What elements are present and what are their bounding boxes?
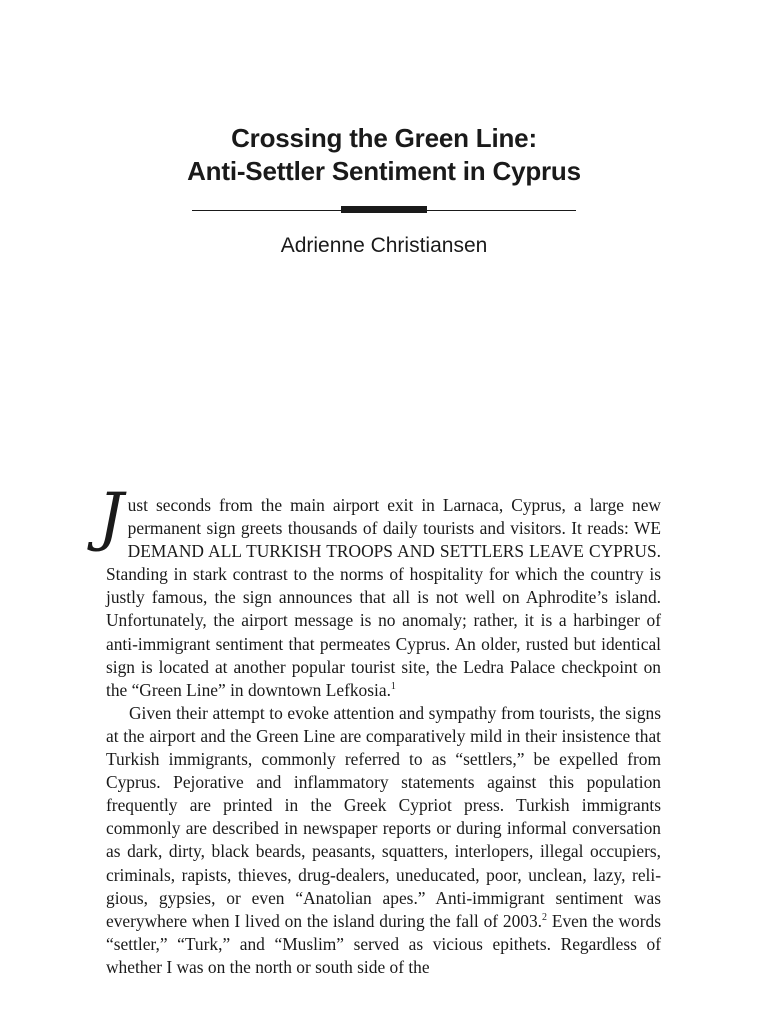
author-name: Adrienne Christiansen	[280, 234, 488, 257]
title-divider-bar	[341, 206, 427, 213]
paragraph-2-text: Given their attempt to evoke attention and sympathy from tourists, the signs at the airport and the Green Line are comparatively mild in their insistence that Turkish immigrants, commonly referred to as “settlers,” be expelled from Cyprus. Pejorative and inflammatory statements against this population frequently are printed in the Greek Cypriot press. Turkish immigrants commonly are described in newspaper reports or during informal conversation as dark, dirty, black beards, peasants, squatters, interlopers, illegal occupiers, criminals, rapists, thieves, drug-dealers, uneducated, poor, unclean, lazy, religious, gypsies, or even “Anatolian apes.” Anti-immigrant sentiment was everywhere when I lived on the island during the fall of 2003.	[106, 702, 661, 931]
title-line-2: Anti-Settler Sentiment in Cyprus	[187, 156, 581, 186]
footnote-marker-2: 2	[542, 911, 548, 923]
paragraph-1-text: ust seconds from the main airport exit in Larnaca, Cyprus, a large new permanent sign greets thousands of daily tourists and visitors. It reads: WE DEMAND ALL TURKISH TROOPS AND SETTLERS LEAVE CYPRUS. Standing in stark contrast to the norms of hospitality for which the country is justly famous, the sign announces that all is not well on Aphrodite’s island. Unfortunately, the airport message is no anomaly; rather, it is a harbinger of anti-immigrant sentiment that permeates Cyprus. An older, rusted but identical sign is located at another popular tourist site, the Ledra Palace checkpoint on the “Green Line” in downtown Lefkosia.	[106, 495, 661, 700]
drop-cap: J	[98, 480, 124, 554]
title-line-1: Crossing the Green Line:	[231, 123, 537, 153]
article-body	[98, 480, 661, 979]
paragraph-1	[98, 480, 661, 702]
footnote-marker-1: 1	[390, 680, 396, 692]
paragraph-2	[106, 702, 661, 979]
paragraph-2-continuation: Even the words “settler,” “Turk,” and “Muslim” served as vicious epithets. Regardless of whether I was on the north or south side of the	[106, 910, 661, 977]
article-title	[0, 122, 768, 188]
